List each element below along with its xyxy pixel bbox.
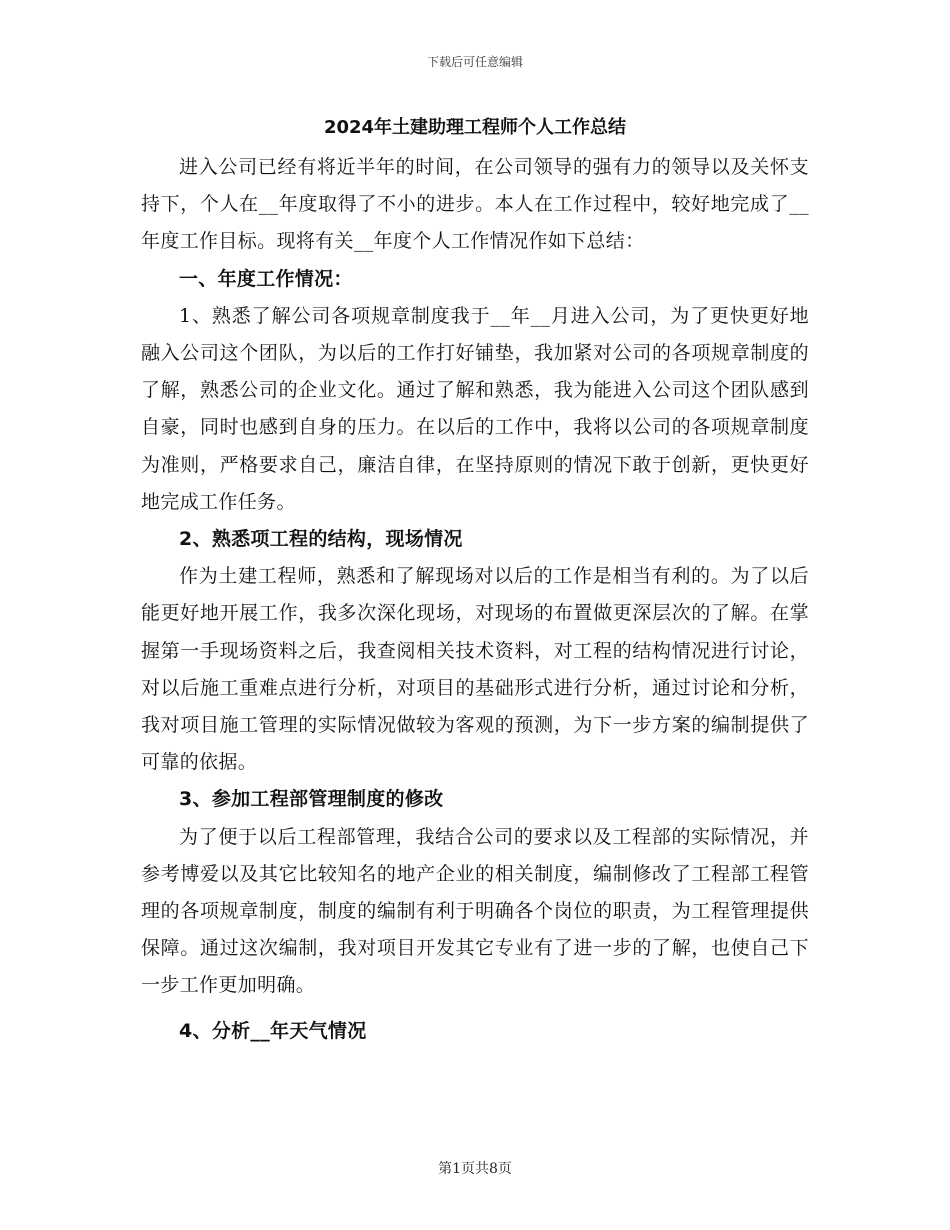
item-3-paragraph: 为了便于以后工程部管理，我结合公司的要求以及工程部的实际情况，并参考博爱以及其它比较知名的地产企业的相关制度，编制修改了工程部工程管理的各项规章制度，制度的编制有利于明确各个岗位的职责，为工程管理提供保障。通过这次编制，我对项目开发其它专业有了进一步的了解，也使自己下一步工作更加明确。 [141, 825, 809, 997]
item-2-paragraph: 作为土建工程师，熟悉和了解现场对以后的工作是相当有利的。为了以后能更好地开展工作，我多次深化现场，对现场的布置做更深层次的了解。在掌握第一手现场资料之后，我查阅相关技术资料，对工程的结构情况进行讨论，对以后施工重难点进行分析，对项目的基础形式进行分析，通过讨论和分析，我对项目施工管理的实际情况做较为客观的预测，为下一步方案的编制提供了可靠的依据。 [141, 565, 809, 774]
page-number: 第1页共8页 [438, 1161, 512, 1177]
document-title: 2024年土建助理工程师个人工作总结 [323, 117, 627, 138]
intro-paragraph: 进入公司已经有将近半年的时间，在公司领导的强有力的领导以及关怀支持下，个人在__年度取得了不小的进步。本人在工作过程中，较好地完成了__年度工作目标。现将有关__年度个人工作情况作如下总结： [141, 156, 809, 253]
item-2-heading: 2、熟悉项工程的结构，现场情况 [179, 528, 463, 551]
document-body [141, 113, 809, 1050]
item-4-heading: 4、分析__年天气情况 [179, 1019, 367, 1042]
item-3-heading: 3、参加工程部管理制度的修改 [179, 788, 444, 811]
item-1-paragraph: 1、熟悉了解公司各项规章制度我于__年__月进入公司，为了更快更好地融入公司这个团队，为以后的工作打好铺垫，我加紧对公司的各项规章制度的了解，熟悉公司的企业文化。通过了解和熟悉，我为能进入公司这个团队感到自豪，同时也感到自身的压力。在以后的工作中，我将以公司的各项规章制度为准则，严格要求自己，廉洁自律，在坚持原则的情况下敢于创新，更快更好地完成工作任务。 [141, 304, 809, 513]
section-heading-annual-work: 一、年度工作情况： [179, 267, 353, 290]
page-header-note: 下载后可任意编辑 [426, 55, 523, 69]
